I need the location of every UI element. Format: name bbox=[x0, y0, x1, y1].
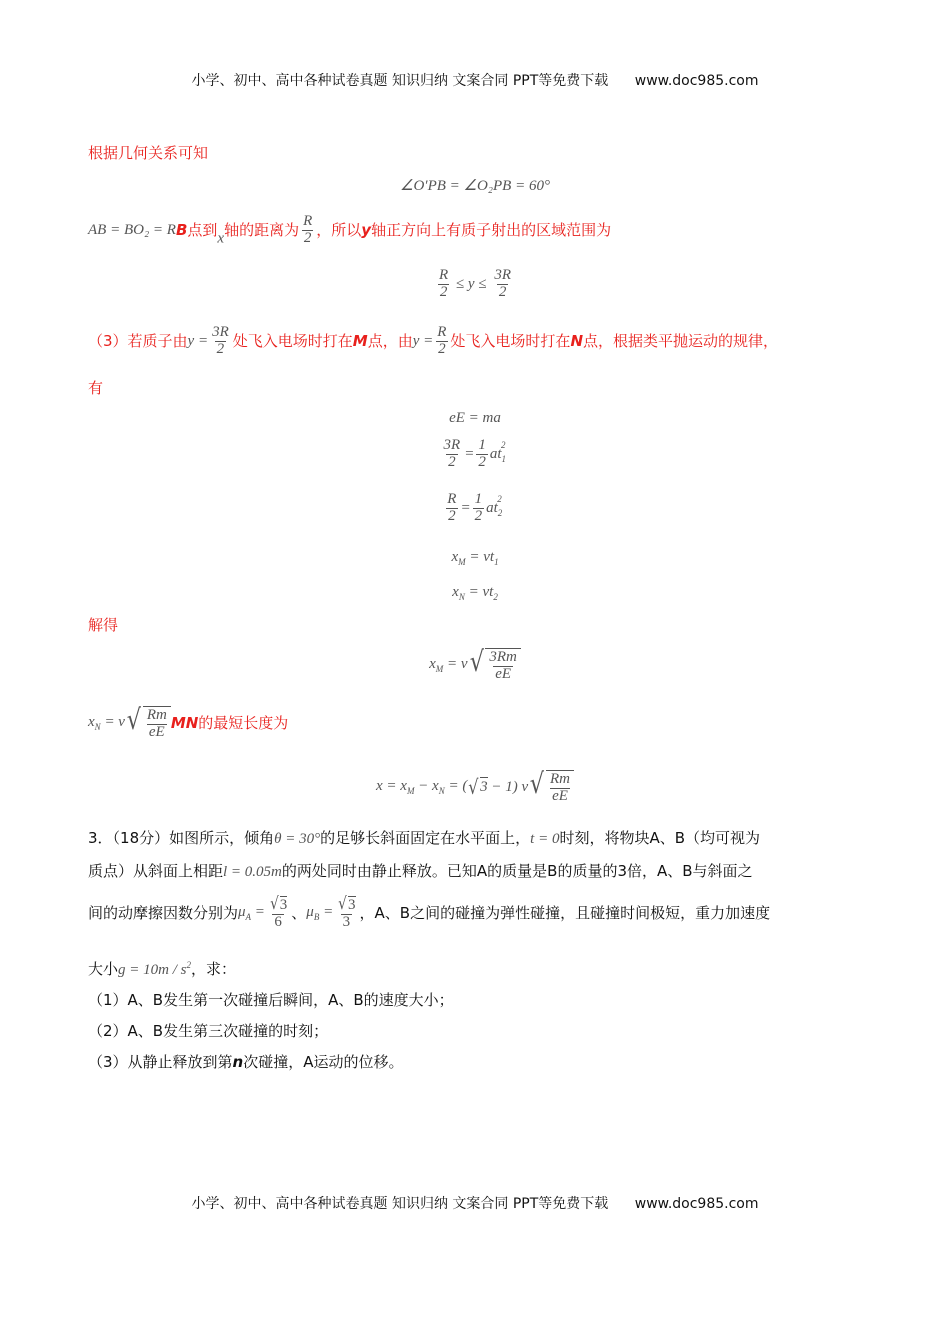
equation-t2: $\frac{R}{2}$ = $\frac{1}{2}$ $at_2^2$ bbox=[447, 491, 503, 524]
footer-site: www.doc985.com bbox=[634, 1196, 759, 1212]
final-equation: $x = x_M - x_N$ = ( √ 3 − 1) v √ $\frac{Rm}{eE}$ bbox=[0, 770, 950, 805]
part3-you: 有 bbox=[88, 379, 104, 397]
x-axis-var: x bbox=[217, 230, 225, 247]
footer-text: 小学、初中、高中各种试卷真题 知识归纳 文案合同 PPT等免费下载 bbox=[191, 1196, 609, 1212]
mu-a-fraction: √ 3 6 bbox=[270, 894, 288, 930]
geometry-label: 根据几何关系可知 bbox=[88, 144, 209, 162]
mn-label: MN bbox=[170, 713, 199, 732]
equation-xn: $x_N = vt_2$ bbox=[452, 584, 498, 602]
question-1: （1）A、B发生第一次碰撞后瞬间，A、B的速度大小； bbox=[88, 991, 454, 1009]
point-b: B bbox=[175, 220, 188, 239]
point-to-text: 点到 bbox=[187, 220, 218, 239]
equation-t1: $\frac{3R}{2}$ = $\frac{1}{2}$ $at_1^2$ bbox=[443, 437, 506, 470]
frac-3r-2-b: $\frac{3R}{2}$ bbox=[212, 324, 229, 357]
result-xm: $x_M = v$ √ $\frac{3Rm}{eE}$ bbox=[0, 648, 950, 683]
problem-line-1: 3．（18分）如图所示，倾角θ = 30°的足够长斜面固定在水平面上，t = 0时刻，将物块A、B（均可视为 bbox=[88, 829, 761, 847]
equation-xm: $x_M = vt_1$ bbox=[451, 549, 499, 567]
question-3: （3）从静止释放到第n次碰撞，A运动的位移。 bbox=[88, 1053, 404, 1071]
point-n: N bbox=[570, 331, 583, 350]
point-m: M bbox=[352, 331, 368, 350]
axis-distance-text: 轴的距离为 bbox=[224, 220, 300, 239]
y-var: y bbox=[361, 220, 372, 239]
frac-r-2: $\frac{R}{2}$ bbox=[439, 267, 449, 300]
result-xn-line: $x_N = v$ √ $\frac{Rm}{eE}$ MN的最短长度为 bbox=[88, 703, 289, 740]
frac-r-2-b: $\frac{R}{2}$ bbox=[437, 324, 447, 357]
problem-line-3: 间的动摩擦因数分别为$\mu_A$ = √ 3 6 、$\mu_B$ = √ 3 3 ，A、B之间的碰撞为弹性碰撞，且碰撞时间极短，重力加速度 bbox=[88, 894, 771, 930]
force-equation: eE = ma bbox=[449, 410, 501, 426]
problem-line-2: 质点）从斜面上相距l = 0.05m的两处同时由静止释放。已知A的质量是B的质量的3倍，A、B与斜面之 bbox=[88, 862, 753, 880]
range-text: ，所以 bbox=[316, 220, 362, 239]
mn-text: 的最短长度为 bbox=[198, 713, 289, 732]
part3-line: （3）若质子由y = $\frac{3R}{2}$ 处飞入电场时打在M点，由y = $\frac{R}{2}$ 处飞入电场时打在N点，根据类平抛运动的规律， bbox=[88, 324, 779, 357]
solve-label: 解得 bbox=[88, 616, 119, 634]
distance-value: l = 0.05m bbox=[223, 864, 282, 880]
range-text-2: 轴正方向上有质子射出的区域范围为 bbox=[371, 220, 612, 239]
gravity-value: $g = 10m / s^2$ bbox=[118, 960, 191, 978]
page-header bbox=[0, 70, 950, 90]
problem-line-4: 大小$g = 10m / s^2$，求： bbox=[88, 960, 236, 978]
angle-equation: ∠O′PB = ∠O₂PB = 60° bbox=[400, 178, 550, 194]
theta-value: θ = 30° bbox=[274, 831, 321, 847]
mu-b-fraction: √ 3 3 bbox=[338, 894, 356, 930]
t-zero: t = 0 bbox=[530, 831, 560, 847]
header-site: www.doc985.com bbox=[634, 73, 759, 89]
frac-r-over-2: $\frac{R}{2}$ bbox=[303, 213, 313, 246]
part3-text-a: （3）若质子由 bbox=[88, 331, 188, 350]
distance-line bbox=[88, 214, 611, 247]
question-2: （2）A、B发生第三次碰撞的时刻； bbox=[88, 1022, 329, 1040]
frac-3r-2: $\frac{3R}{2}$ bbox=[494, 267, 511, 300]
ab-equation: AB = BO₂ = R bbox=[88, 221, 176, 238]
y-range-inequality: $\frac{R}{2}$ ≤ y ≤ $\frac{3R}{2}$ bbox=[439, 267, 511, 300]
header-text: 小学、初中、高中各种试卷真题 知识归纳 文案合同 PPT等免费下载 bbox=[191, 73, 609, 89]
page-footer bbox=[0, 1193, 950, 1213]
